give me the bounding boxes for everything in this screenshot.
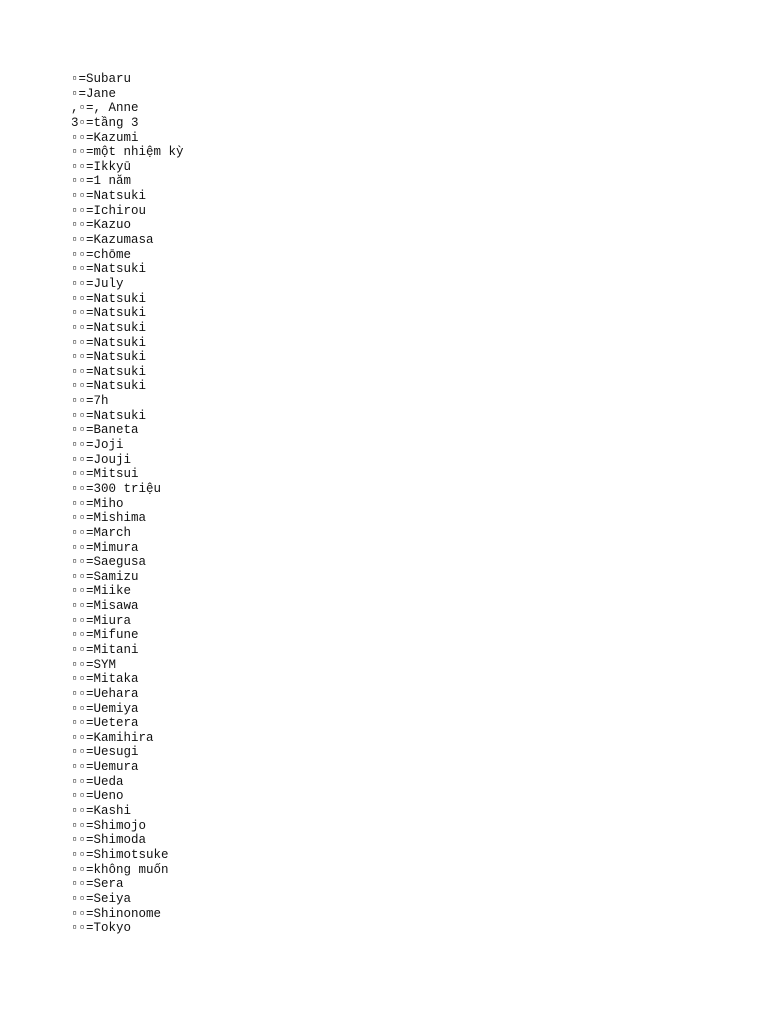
text-line: ▫▫=Seiya — [71, 891, 132, 906]
text-line: ▫▫=Natsuki — [71, 291, 147, 306]
text-line: ▫▫=Natsuki — [71, 335, 147, 350]
text-line: ▫▫=Natsuki — [71, 350, 147, 365]
text-line: ▫▫=Ueno — [71, 789, 124, 804]
text-line: ▫▫=Baneta — [71, 423, 139, 438]
text-line: ▫▫=Mifune — [71, 628, 139, 643]
text-line: ▫▫=Kazumasa — [71, 233, 154, 248]
text-line: ▫▫=Mimura — [71, 540, 139, 555]
text-line: ▫▫=Tokyo — [71, 921, 132, 936]
text-line: ▫▫=March — [71, 525, 132, 540]
text-line: ▫▫=Shinonome — [71, 906, 162, 921]
text-line: ▫=Subaru — [71, 72, 132, 86]
text-lines — [71, 72, 711, 936]
text-line: ▫▫=Kamihira — [71, 730, 154, 745]
text-line: ▫▫=Kazuo — [71, 218, 132, 233]
text-line: ▫▫=7h — [71, 394, 109, 409]
text-line: ▫▫=Saegusa — [71, 555, 147, 570]
text-line: ▫▫=Sera — [71, 877, 124, 892]
text-line: ▫▫=Natsuki — [71, 306, 147, 321]
text-line: ▫▫=Shimoda — [71, 833, 147, 848]
text-line: ▫▫=Miho — [71, 496, 124, 511]
text-line: ▫▫=không muốn — [71, 862, 169, 877]
text-line: ▫▫=Samizu — [71, 569, 139, 584]
text-line: ▫▫=Shimojo — [71, 818, 147, 833]
text-line: ▫▫=Kazumi — [71, 130, 139, 145]
text-line: ▫▫=Natsuki — [71, 320, 147, 335]
text-line: ▫▫=Natsuki — [71, 262, 147, 277]
text-line: ▫▫=July — [71, 276, 124, 291]
text-line: ▫▫=SYM — [71, 657, 117, 672]
text-line: ▫▫=Miike — [71, 584, 132, 599]
text-line: ▫▫=Ikkyū — [71, 159, 132, 174]
text-line: ▫▫=Uemura — [71, 760, 139, 775]
text-line: ▫▫=Misawa — [71, 599, 139, 614]
text-line: ▫▫=300 triệu — [71, 481, 162, 496]
text-line: ▫▫=chōme — [71, 247, 132, 262]
text-line: ▫▫=Uesugi — [71, 745, 139, 760]
text-line: ▫▫=Jouji — [71, 452, 132, 467]
text-line: ▫=Jane — [71, 86, 117, 101]
text-line: ▫▫=Mitaka — [71, 672, 139, 687]
text-line: ▫▫=Natsuki — [71, 189, 147, 204]
text-line: ▫▫=Ueda — [71, 774, 124, 789]
text-line: ▫▫=Uemiya — [71, 701, 139, 716]
text-line: ▫▫=Ichirou — [71, 203, 147, 218]
text-line: ▫▫=Miura — [71, 613, 132, 628]
text-line: ▫▫=Mitsui — [71, 467, 139, 482]
text-line: ▫▫=một nhiệm kỳ — [71, 145, 184, 160]
text-line: ▫▫=Uetera — [71, 716, 139, 731]
text-line: ▫▫=1 năm — [71, 174, 132, 189]
text-line: 3▫=tầng 3 — [71, 115, 139, 130]
text-line: ▫▫=Mitani — [71, 642, 139, 657]
text-line: ▫▫=Joji — [71, 438, 124, 453]
document-page — [71, 72, 711, 936]
text-line: ▫▫=Uehara — [71, 686, 139, 701]
text-line: ▫▫=Shimotsuke — [71, 847, 169, 862]
text-line: ,▫=, Anne — [71, 101, 139, 116]
text-line: ▫▫=Kashi — [71, 804, 132, 819]
text-line: ▫▫=Natsuki — [71, 379, 147, 394]
text-line: ▫▫=Natsuki — [71, 364, 147, 379]
text-line: ▫▫=Natsuki — [71, 408, 147, 423]
text-line: ▫▫=Mishima — [71, 511, 147, 526]
